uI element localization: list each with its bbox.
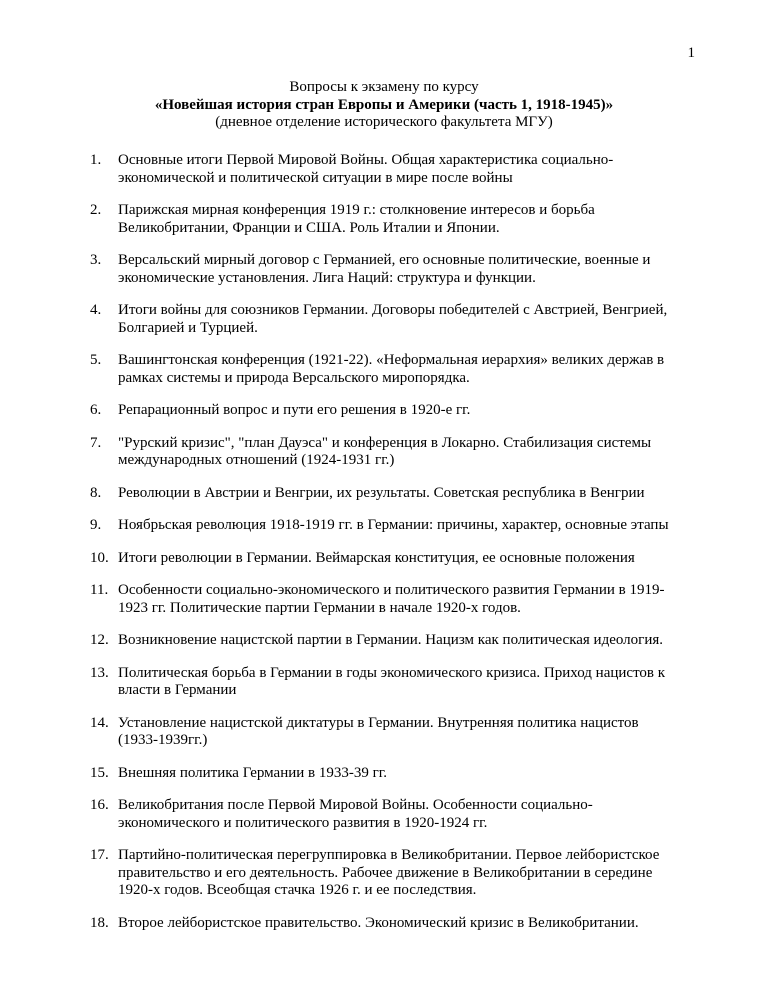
question-text: Революции в Австрии и Венгрии, их результаты. Советская республика в Венгрии — [118, 484, 645, 501]
department-note: (дневное отделение исторического факультета МГУ) — [215, 114, 553, 130]
question-text: Партийно-политическая перегруппировка в Великобритании. Первое лейбористское правительство и его деятельность. Рабочее движение в Великобритании в середине 1920-х годов. Всеобщая стачка 1926 г. и ее последствия. — [118, 847, 660, 898]
question-number: 16. — [90, 797, 109, 813]
question-number: 15. — [90, 764, 109, 781]
question-text: Ноябрьская революция 1918-1919 гг. в Германии: причины, характер, основные этапы — [118, 517, 669, 533]
question-text: Политическая борьба в Германии в годы экономического кризиса. Приход нацистов к власти в Германии — [118, 664, 666, 698]
question-number: 10. — [90, 549, 109, 566]
question-item — [90, 715, 710, 750]
question-number: 9. — [90, 517, 102, 533]
question-text: Версальский мирный договор с Германией, его основные политические, военные и экономические установления. Лига Наций: структура и функции. — [118, 252, 651, 286]
question-number: 3. — [90, 252, 102, 268]
question-item — [90, 847, 710, 900]
question-item — [90, 352, 710, 387]
question-item — [90, 435, 710, 470]
question-item — [90, 632, 710, 650]
question-number: 11. — [90, 582, 109, 598]
question-item — [90, 550, 710, 568]
question-number: 8. — [90, 484, 102, 501]
question-item — [90, 152, 710, 187]
question-number: 6. — [90, 402, 102, 418]
question-text: Репарационный вопрос и пути его решения в 1920-е гг. — [118, 402, 471, 418]
question-item — [90, 517, 710, 535]
question-item — [90, 302, 710, 337]
question-text: Итоги революции в Германии. Веймарская конституция, ее основные положения — [118, 549, 635, 566]
question-text: Внешняя политика Германии в 1933-39 гг. — [118, 764, 387, 781]
question-number: 5. — [90, 352, 102, 368]
question-text: Второе лейбористское правительство. Экономический кризис в Великобритании. — [118, 914, 639, 931]
question-text: Парижская мирная конференция 1919 г.: столкновение интересов и борьба Великобритании, Франции и США. Роль Италии и Японии. — [118, 202, 595, 236]
question-number: 7. — [90, 434, 102, 451]
question-item — [90, 915, 710, 933]
question-number: 4. — [90, 302, 102, 318]
question-item — [90, 582, 710, 617]
question-text: Установление нацистской диктатуры в Германии. Внутренняя политика нацистов (1933-1939гг.) — [118, 714, 639, 748]
question-item — [90, 485, 710, 503]
page-number: 1 — [687, 45, 695, 61]
question-item — [90, 252, 710, 287]
question-number: 14. — [90, 714, 109, 731]
question-item — [90, 665, 710, 700]
course-title: «Новейшая история стран Европы и Америки (часть 1, 1918-1945)» — [154, 96, 614, 113]
question-number: 17. — [90, 847, 109, 863]
question-number: 12. — [90, 632, 109, 648]
question-item — [90, 402, 710, 420]
question-text: Основные итоги Первой Мировой Войны. Общая характеристика социально- экономической и политической ситуации в мире после войны — [118, 152, 614, 186]
question-text: Итоги войны для союзников Германии. Договоры победителей с Австрией, Венгрией, Болгарией и Турцией. — [118, 302, 668, 336]
header-subtitle: Вопросы к экзамену по курсу — [289, 79, 479, 95]
question-text: Особенности социально-экономического и политического развития Германии в 1919- 1923 гг. Политические партии Германии в начале 1920-х годов. — [118, 582, 665, 616]
question-item — [90, 797, 710, 832]
question-item — [90, 765, 710, 783]
question-text: Вашингтонская конференция (1921-22). «Неформальная иерархия» великих держав в рамках системы и природа Версальского миропорядка. — [118, 352, 665, 386]
question-list — [90, 152, 710, 947]
question-text: "Рурский кризис", "план Дауэса" и конференция в Локарно. Стабилизация системы международных отношений (1924-1931 гг.) — [118, 434, 652, 468]
document-header — [0, 79, 768, 132]
question-number: 2. — [90, 202, 102, 218]
question-text: Возникновение нацистской партии в Германии. Нацизм как политическая идеология. — [118, 632, 663, 648]
question-number: 1. — [90, 152, 102, 168]
question-number: 13. — [90, 664, 109, 681]
question-number: 18. — [90, 914, 109, 931]
question-text: Великобритания после Первой Мировой Войны. Особенности социально- экономического и политического развития в 1920-1924 гг. — [118, 797, 593, 831]
question-item — [90, 202, 710, 237]
